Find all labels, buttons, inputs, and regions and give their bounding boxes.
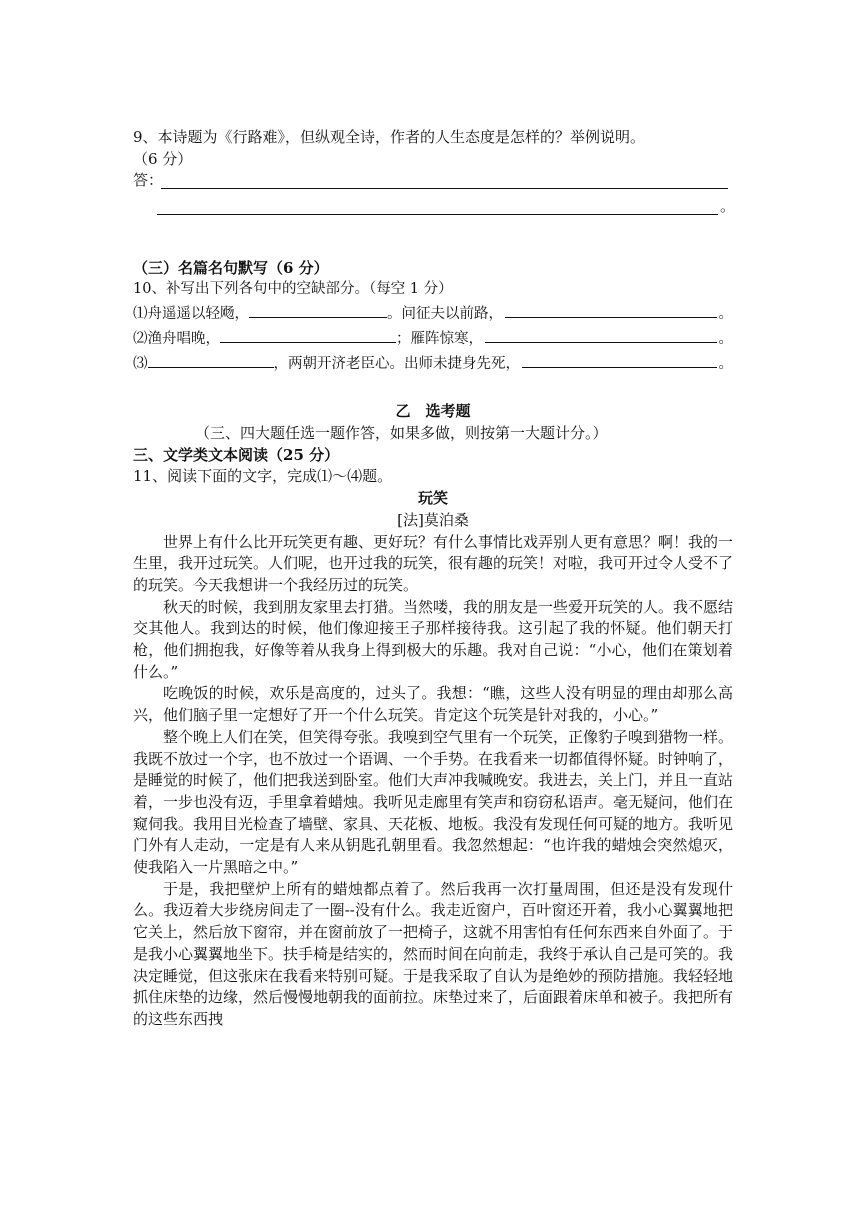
recite-line-end: 。 (718, 355, 733, 372)
q9-text: 9、本诗题为《行路难》，但纵观全诗，作者的人生态度是怎样的？举例说明。 (133, 128, 646, 146)
recite-line-text: 。问征夫以前路， (387, 306, 503, 323)
story-paragraph: 吃晚饭的时候，欢乐是高度的，过头了。我想：“瞧，这些人没有明显的理由却那么高兴，他们脑子里一定想好了开一个什么玩笑。肯定这个玩笑是针对我的，小心。” (133, 684, 733, 725)
story-title: 玩笑 (417, 489, 448, 508)
story-paragraph: 于是，我把壁炉上所有的蜡烛都点着了。然后我再一次打量周围，但还是没有发现什么。我迈着大步绕房间走了一圈--没有什么。我走近窗户，百叶窗还开着，我小心翼翼地把它关上，然后放下窗帘，并在窗前放了一把椅子，这就不用害怕有任何东西来自外面了。于是我小心翼翼地坐下。扶手椅是结实的，然而时间在向前走，我终于承认自己是可笑的。我决定睡觉，但这张床在我看来特别可疑。于是我采取了自认为是绝妙的预防措施。我轻轻地抓住床垫的边缘，然后慢慢地朝我的面前拉。床垫过来了，后面跟着床单和被子。我把所有的这些东西拽 (133, 879, 734, 1028)
exam-page (133, 127, 736, 1031)
q11-intro: 11、阅读下面的文字，完成⑴～⑷题。 (133, 467, 393, 486)
q10-intro: 10、补写出下列各句中的空缺部分。（每空 1 分） (133, 281, 453, 298)
recite-line-text: 舟遥遥以轻飏， (147, 306, 249, 323)
reading-section-heading: 三、文学类文本阅读（25 分） (133, 445, 340, 464)
recite-line-end: 。 (718, 330, 733, 347)
fill-blank[interactable] (148, 351, 274, 368)
recite-line-3 (133, 351, 733, 376)
fill-blank[interactable] (522, 351, 717, 368)
story-paragraph: 世界上有什么比开玩笑更有趣、更好玩？有什么事情比戏弄别人更有意思？啊！我的一生里，我开过玩笑。人们呢，也开过我的玩笑，很有趣的玩笑！对啦，我可开过令人受不了的玩笑。今天我想讲一个我经历过的玩笑。 (133, 532, 734, 594)
q9-answer-label: 答： (133, 171, 164, 190)
elective-section-note: （三、四大题任选一题作答，如果多做，则按第一大题计分。） (195, 424, 608, 442)
fill-blank[interactable] (505, 301, 717, 318)
answer-underline (161, 170, 728, 189)
fill-blank[interactable] (220, 326, 396, 343)
recite-line-number: ⑶ (133, 355, 148, 372)
recite-line-1 (133, 301, 733, 326)
q9-answer-line-2[interactable] (133, 196, 736, 218)
recite-section-heading: （三）名篇名句默写（6 分） (133, 258, 329, 277)
recite-line-text: ，两朝开济老臣心。出师未捷身先死， (273, 355, 520, 372)
fill-blank[interactable] (485, 326, 717, 343)
recite-line-number: ⑵ (133, 330, 148, 347)
recite-line-number: ⑴ (133, 306, 148, 323)
fill-blank[interactable] (249, 301, 387, 318)
story-paragraph: 整个晚上人们在笑，但笑得夸张。我嗅到空气里有一个玩笑，正像豹子嗅到猎物一样。我既不放过一个字，也不放过一个语调、一个手势。在我看来一切都值得怀疑。时钟响了，是睡觉的时候了，他们把我送到卧室。他们大声冲我喊晚安。我进去，关上门，并且一直站着，一步也没有迈，手里拿着蜡烛。我听见走廊里有笑声和窃窃私语声。毫无疑问，他们在窥伺我。我用目光检查了墙壁、家具、天花板、地板。我没有发现任何可疑的地方。我听见门外有人走动，一定是有人来从钥匙孔朝里看。我忽然想起：“也许我的蜡烛会突然熄灭，使我陷入一片黑暗之中。” (133, 727, 734, 877)
q9-question (133, 127, 733, 149)
story-paragraph: 秋天的时候，我到朋友家里去打猎。当然喽，我的朋友是一些爱开玩笑的人。我不愿结交其他人。我到达的时候，他们像迎接王子那样接待我。这引起了我的怀疑。他们朝天打枪，他们拥抱我，好像等着从我身上得到极大的乐趣。我对自己说：“小心，他们在策划着什么。” (133, 597, 734, 681)
story-author: [法]莫泊桑 (397, 510, 469, 529)
q9-answer-line-1[interactable] (133, 170, 733, 192)
recite-line-2 (133, 326, 733, 351)
answer-underline (157, 196, 718, 215)
q9-score: （6 分） (133, 149, 193, 168)
recite-line-text: 渔舟唱晚， (147, 330, 220, 347)
recite-line-end: 。 (718, 306, 733, 323)
recite-line-text: ；雁阵惊寒， (396, 330, 483, 347)
elective-section-title: 乙 选考题 (395, 402, 471, 421)
q9-end-mark: 。 (720, 197, 736, 216)
